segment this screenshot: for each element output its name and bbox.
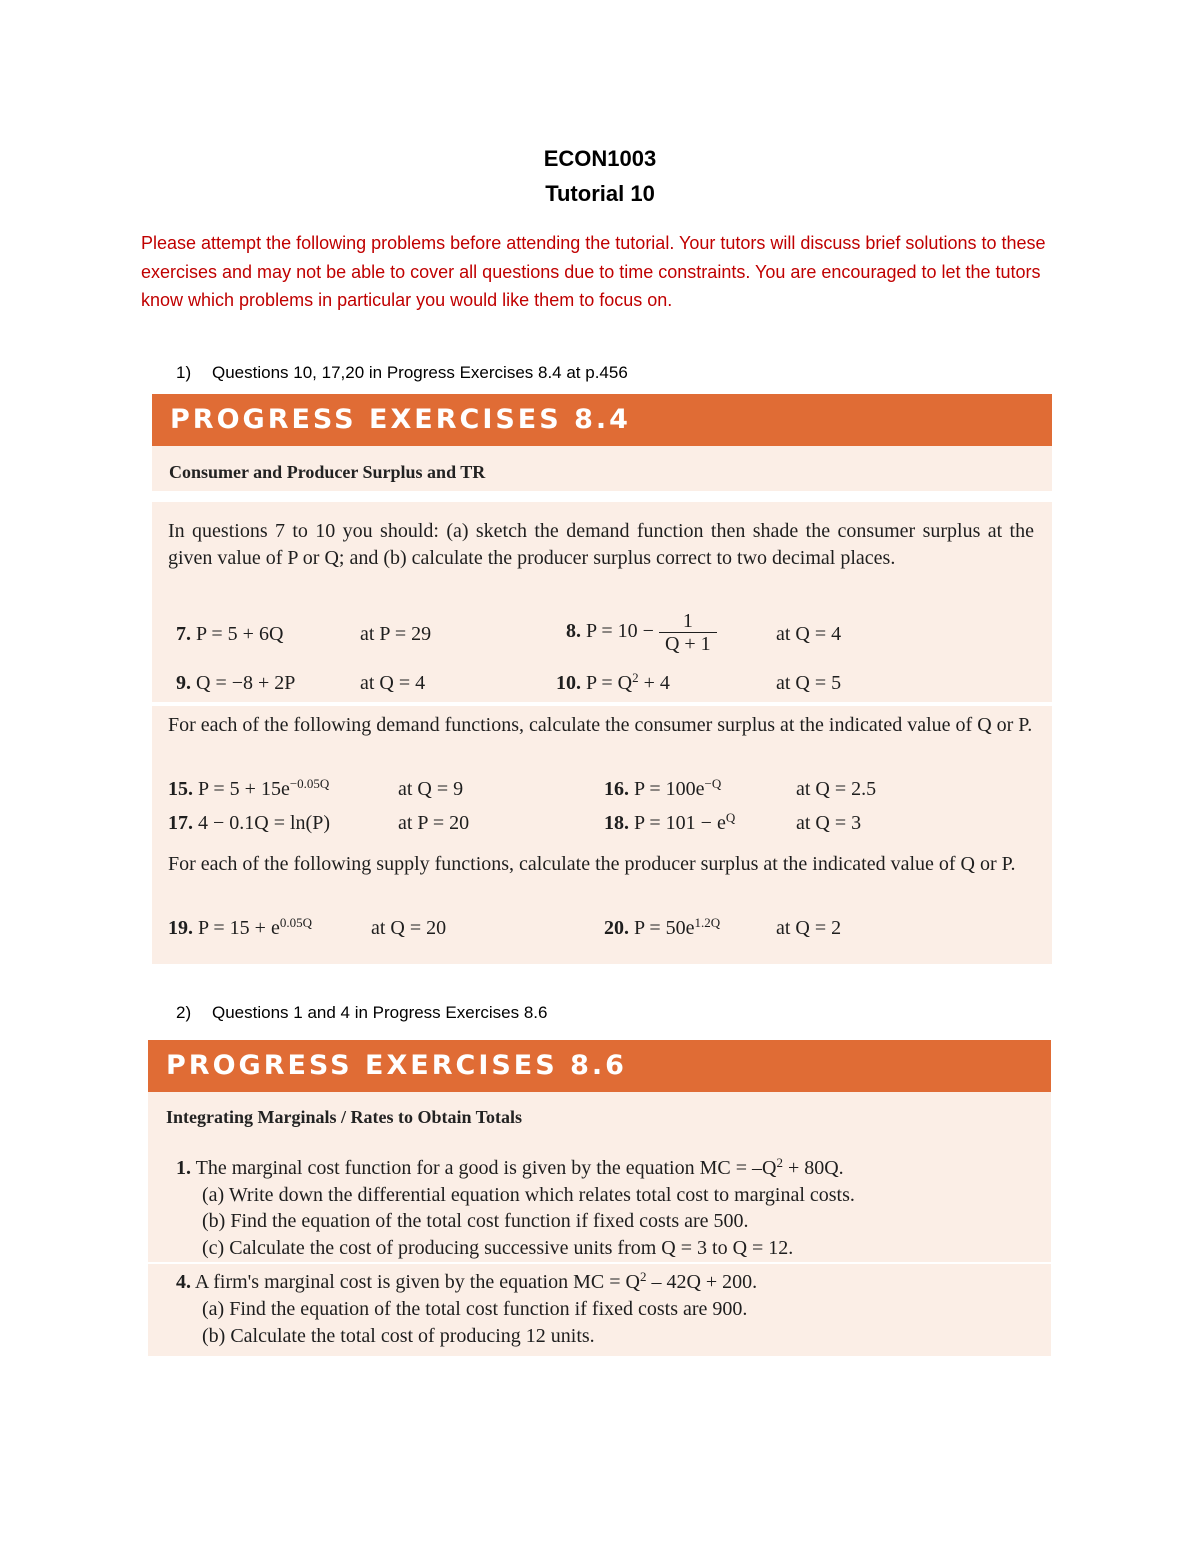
exercise-16-condition: at Q = 2.5 (796, 778, 877, 800)
problem-1-text: The marginal cost function for a good is given by the equation MC = –Q (195, 1157, 777, 1179)
exercise-15-exponent: −0.05Q (289, 776, 330, 791)
exercise-19 (168, 917, 312, 940)
exercise-20-equation: P = 50e (634, 917, 695, 939)
problem-1 (176, 1157, 844, 1180)
exercise-9 (176, 672, 295, 695)
problem-1-part-a: (a) Write down the differential equation which relates total cost to marginal costs. (202, 1184, 855, 1206)
exercise-20 (604, 917, 720, 940)
exercise-9-condition: at Q = 4 (360, 672, 426, 694)
exercise-7-equation: P = 5 + 6Q (196, 623, 284, 645)
exercise-8-denominator: Q + 1 (659, 632, 717, 655)
problem-4-text-tail: – 42Q + 200. (646, 1271, 758, 1293)
exercise-8-number: 8. (566, 620, 581, 643)
problem-4 (176, 1271, 757, 1294)
exercise-16-exponent: −Q (704, 776, 722, 791)
question-1 (176, 363, 628, 383)
exercise-19-equation: P = 15 + e (198, 917, 280, 939)
course-code: ECON1003 (543, 146, 657, 171)
exercise-18-exponent: Q (725, 810, 736, 825)
pe84-instructions-2: For each of the following demand functions, calculate the consumer surplus at the indicated value of Q or P. (168, 714, 1033, 736)
problem-4-number: 4. (176, 1271, 191, 1293)
problem-1-number: 1. (176, 1157, 191, 1179)
exercise-18-number: 18. (604, 812, 629, 834)
pe86-subtitle: Integrating Marginals / Rates to Obtain Totals (166, 1107, 523, 1127)
exercise-10-exponent: 2 (632, 670, 639, 685)
pe84-instructions-3: For each of the following supply functions, calculate the producer surplus at the indicated value of Q or P. (168, 853, 1016, 875)
exercise-7 (176, 623, 283, 646)
problem-4-part-a: (a) Find the equation of the total cost function if fixed costs are 900. (202, 1298, 748, 1320)
exercise-17-equation: 4 − 0.1Q = ln(P) (198, 812, 331, 834)
exercise-19-condition: at Q = 20 (371, 917, 447, 939)
exercise-15 (168, 778, 329, 801)
exercise-17 (168, 812, 330, 835)
problem-1-text-tail: + 80Q. (782, 1157, 844, 1179)
problem-1-part-b: (b) Find the equation of the total cost function if fixed costs are 500. (202, 1210, 749, 1232)
problem-4-exponent: 2 (639, 1269, 647, 1284)
exercise-20-condition: at Q = 2 (776, 917, 842, 939)
pe84-subtitle: Consumer and Producer Surplus and TR (169, 462, 486, 482)
pe84-banner: PROGRESS EXERCISES 8.4 (152, 394, 1052, 446)
problem-1-exponent: 2 (776, 1155, 783, 1170)
exercise-18-condition: at Q = 3 (796, 812, 862, 834)
exercise-8 (566, 610, 717, 655)
exercise-10-number: 10. (556, 672, 581, 694)
pe84-instructions-1: In questions 7 to 10 you should: (a) sketch the demand function then shade the consumer surplus at the given value of P or Q; and (b) calculate the producer surplus correct to two decimal places. (168, 520, 1034, 569)
exercise-16 (604, 778, 721, 801)
exercise-8-equation: P = 10 − (586, 620, 654, 643)
exercise-10-equation-tail: + 4 (638, 672, 670, 694)
exercise-16-number: 16. (604, 778, 629, 800)
question-2-text: Questions 1 and 4 in Progress Exercises 8.6 (212, 1003, 548, 1022)
exercise-15-equation: P = 5 + 15e (198, 778, 290, 800)
question-1-text: Questions 10, 17,20 in Progress Exercises 8.4 at p.456 (212, 363, 628, 382)
exercise-10-condition: at Q = 5 (776, 672, 842, 694)
pe86-banner: PROGRESS EXERCISES 8.6 (148, 1040, 1051, 1092)
exercise-8-condition: at Q = 4 (776, 623, 842, 645)
exercise-17-condition: at P = 20 (398, 812, 470, 834)
exercise-8-numerator: 1 (682, 610, 693, 632)
exercise-15-number: 15. (168, 778, 193, 800)
problem-1-part-c: (c) Calculate the cost of producing successive units from Q = 3 to Q = 12. (202, 1237, 794, 1259)
problem-4-text: A firm's marginal cost is given by the equation MC = Q (194, 1271, 640, 1293)
exercise-17-number: 17. (168, 812, 193, 834)
exercise-7-number: 7. (176, 623, 191, 645)
question-2 (176, 1003, 547, 1023)
exercise-19-number: 19. (168, 917, 193, 939)
exercise-18 (604, 812, 735, 835)
question-1-number: 1) (176, 363, 192, 382)
exercise-15-condition: at Q = 9 (398, 778, 464, 800)
exercise-10-equation: P = Q (586, 672, 633, 694)
question-2-number: 2) (176, 1003, 192, 1022)
exercise-16-equation: P = 100e (634, 778, 705, 800)
tutorial-title: Tutorial 10 (545, 181, 655, 206)
exercise-19-exponent: 0.05Q (279, 915, 312, 930)
exercise-10 (556, 672, 670, 695)
exercise-8-fraction (659, 610, 717, 655)
intro-instructions: Please attempt the following problems before attending the tutorial. Your tutors will discuss brief solutions to these exercises and may not be able to cover all questions due to time constraints. You are encouraged to let the tutors know which problems in particular you would like them to focus on. (141, 233, 1046, 310)
exercise-18-equation: P = 101 − e (634, 812, 726, 834)
exercise-20-number: 20. (604, 917, 629, 939)
exercise-9-equation: Q = −8 + 2P (196, 672, 296, 694)
problem-4-part-b: (b) Calculate the total cost of producing 12 units. (202, 1325, 595, 1347)
exercise-7-condition: at P = 29 (360, 623, 432, 645)
exercise-9-number: 9. (176, 672, 191, 694)
exercise-20-exponent: 1.2Q (694, 915, 721, 930)
